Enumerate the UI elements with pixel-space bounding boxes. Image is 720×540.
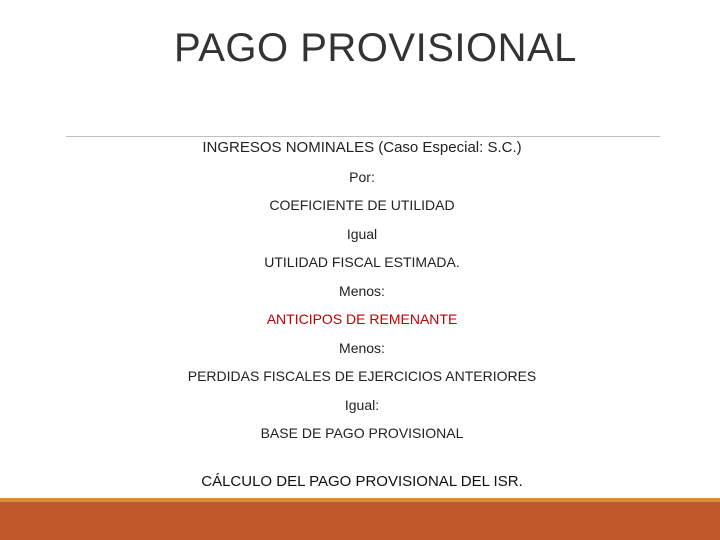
line-perdidas-fiscales: PERDIDAS FISCALES DE EJERCICIOS ANTERIORES xyxy=(187,368,537,384)
slide-title: PAGO PROVISIONAL xyxy=(174,26,577,70)
line-menos-2: Menos: xyxy=(339,340,385,356)
line-igual: Igual xyxy=(346,226,378,242)
line-por: Por: xyxy=(349,169,375,185)
line-calculo-isr: CÁLCULO DEL PAGO PROVISIONAL DEL ISR. xyxy=(201,473,523,490)
line-coeficiente-utilidad: COEFICIENTE DE UTILIDAD xyxy=(269,197,455,213)
line-menos-1: Menos: xyxy=(339,283,385,299)
line-anticipos-remenante: ANTICIPOS DE REMENANTE xyxy=(266,311,458,327)
line-ingresos-nominales: INGRESOS NOMINALES (Caso Especial: S.C.) xyxy=(202,139,522,156)
footer-bar xyxy=(0,502,720,540)
line-base-pago: BASE DE PAGO PROVISIONAL xyxy=(260,425,464,441)
line-igual-2: Igual: xyxy=(344,397,380,413)
line-utilidad-fiscal: UTILIDAD FISCAL ESTIMADA. xyxy=(264,254,460,270)
title-divider xyxy=(66,136,660,137)
